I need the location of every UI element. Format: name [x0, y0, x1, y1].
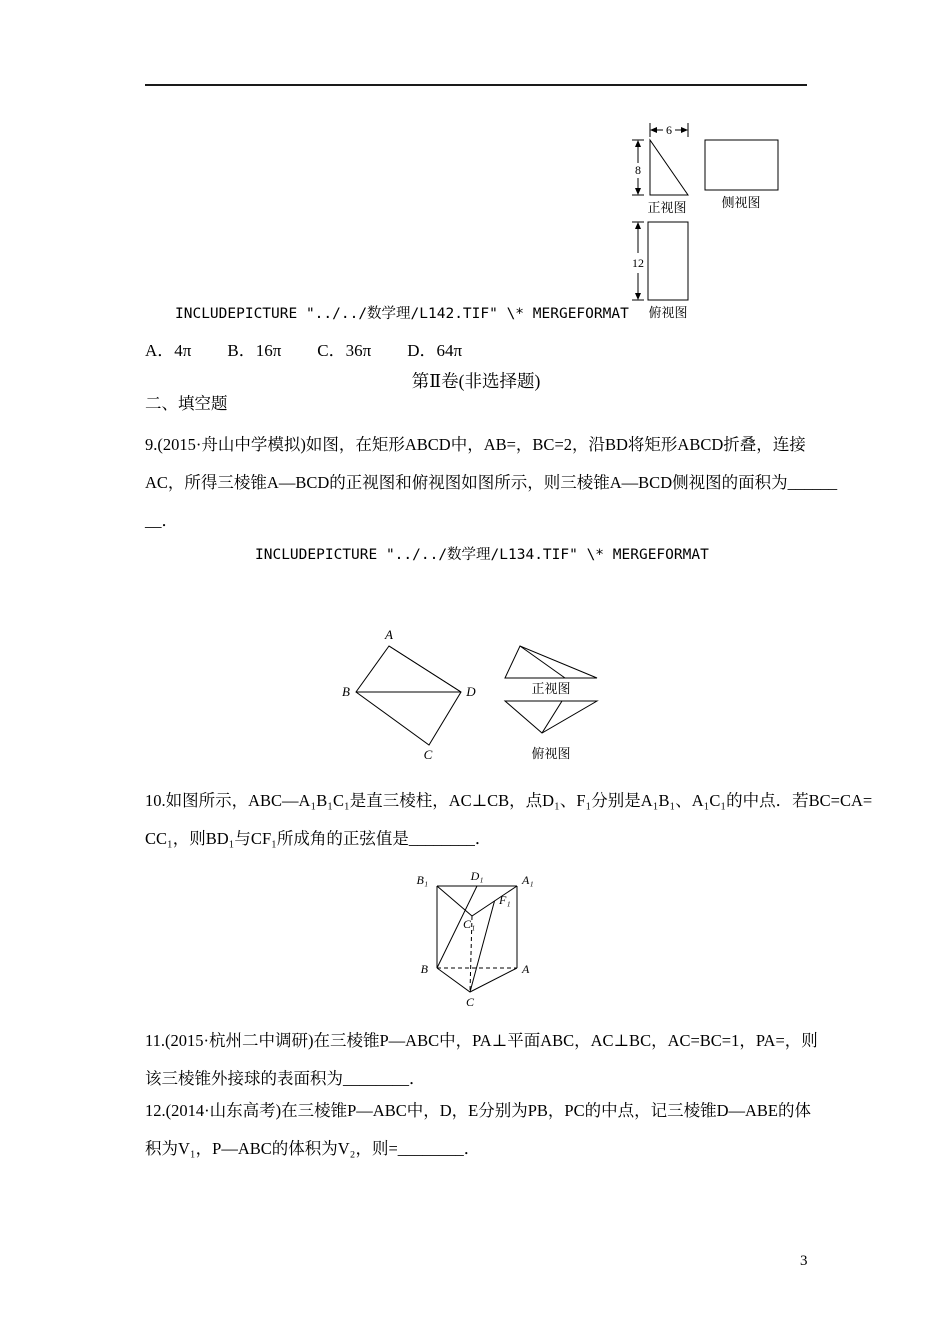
edge-AD	[389, 646, 461, 692]
dim-height-value: 8	[635, 163, 641, 177]
option-b: B．16π	[227, 341, 282, 360]
page-number: 3	[800, 1253, 808, 1269]
q9-top-view-label: 俯视图	[531, 746, 571, 761]
q9-text-line-1: 9.(2015·舟山中学模拟)如图，在矩形ABCD中，AB=，BC=2，沿BD将矩形ABCD折叠，连接	[145, 435, 806, 454]
vertex-label-D: D	[466, 684, 476, 699]
top-view-label: 俯视图	[648, 305, 688, 320]
q10-text-line-2: CC₁，则BD₁与CF₁所成角的正弦值是________．	[145, 829, 492, 848]
prism-bottom-front-edges	[437, 968, 517, 992]
q10-prism-figure	[415, 870, 545, 1010]
vertex-label-A: A	[522, 962, 530, 976]
vertex-label-A1: A₁	[522, 873, 534, 887]
includepicture-field-2: INCLUDEPICTURE "../../数学理/L134.TIF" \* MERGEFORMAT	[255, 547, 709, 563]
q12-text-line-2: 积为V₁，P—ABC的体积为V₂，则=________．	[145, 1139, 481, 1158]
question-10	[145, 782, 872, 858]
side-view-label: 侧视图	[721, 195, 761, 210]
dim-height-arrow-top	[635, 140, 641, 147]
vertex-label-C: C	[423, 747, 433, 762]
vertex-label-F1: F₁	[499, 893, 511, 907]
q12-text-line-1: 12.(2014·山东高考)在三棱锥P—ABC中，D，E分别为PB，PC的中点，记三棱锥D—ABE的体	[145, 1101, 811, 1120]
vertex-label-B: B	[420, 962, 428, 976]
dim-width-arrow-left	[650, 127, 657, 133]
option-d: D．64π	[407, 341, 463, 360]
vertex-label-C1: C₁	[463, 917, 476, 931]
q9-folded-rectangle-figure	[330, 625, 620, 775]
front-view-label: 正视图	[647, 200, 687, 215]
dim-depth-arrow-bottom	[635, 293, 641, 300]
top-view-rect	[648, 222, 688, 300]
q8-three-views-figure	[600, 110, 800, 325]
q9-top-view-outline	[505, 701, 597, 733]
dim-height-arrow-bottom	[635, 188, 641, 195]
option-a: A．4π	[145, 341, 192, 360]
includepicture-field-1: INCLUDEPICTURE "../../数学理/L142.TIF" \* MERGEFORMAT	[175, 306, 629, 322]
dim-width-arrow-right	[681, 127, 688, 133]
question-12	[145, 1092, 811, 1168]
question-9	[145, 426, 837, 540]
q9-top-view-inner-line	[542, 701, 562, 733]
q9-text-line-2: AC，所得三棱锥A—BCD的正视图和俯视图如图所示，则三棱锥A—BCD侧视图的面积为______	[145, 473, 838, 492]
section2-title: 第Ⅱ卷(非选择题)	[411, 371, 541, 391]
q11-text-line-1: 11.(2015·杭州二中调研)在三棱锥P—ABC中，PA⊥平面ABC，AC⊥BC，AC=BC=1，PA=，则	[145, 1031, 818, 1050]
dim-depth-arrow-top	[635, 222, 641, 229]
dim-depth-value: 12	[632, 256, 644, 270]
dim-width-value: 6	[666, 123, 672, 137]
option-c: C．36π	[317, 341, 372, 360]
vertex-label-D1: D₁	[470, 869, 484, 883]
vertex-label-C: C	[465, 995, 475, 1009]
q9-text-line-3: __．	[145, 511, 178, 530]
answer-options-row	[145, 336, 462, 361]
front-view-triangle	[650, 140, 688, 195]
q11-text-line-2: 该三棱锥外接球的表面积为________．	[145, 1069, 426, 1088]
header-rule	[145, 84, 807, 86]
section2-subtitle: 二、填空题	[145, 394, 228, 413]
side-view-rect	[705, 140, 778, 190]
q10-text-line-1: 10.如图所示，ABC—A₁B₁C₁是直三棱柱，AC⊥CB，点D₁、F₁分别是A₁B₁、A₁C₁的中点．若BC=CA=	[145, 791, 873, 810]
vertex-label-B1: B₁	[416, 873, 428, 887]
vertex-label-A: A	[385, 627, 393, 642]
folded-rectangle-outline	[356, 646, 461, 745]
vertex-label-B: B	[342, 684, 350, 699]
q9-front-view-outline	[505, 646, 597, 678]
q9-front-view-label: 正视图	[531, 681, 571, 696]
question-11	[145, 1022, 818, 1098]
